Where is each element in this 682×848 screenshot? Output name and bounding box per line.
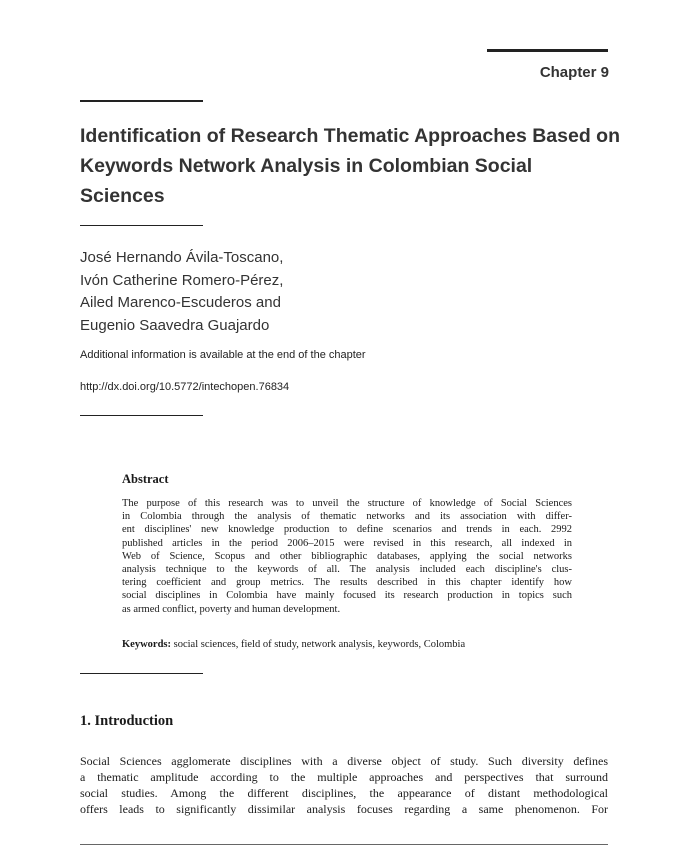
body-line: social studies. Among the different disciplines, the appearance of distant methodological xyxy=(80,786,608,800)
abstract-line: in Colombia through the analysis of thematic networks and its association with differ- xyxy=(122,511,572,523)
abstract-body xyxy=(122,497,572,616)
body-line: a thematic amplitude according to the multiple approaches and perspectives that surround xyxy=(80,770,608,784)
page-footer-rule xyxy=(80,844,608,845)
author-name: José Hernando Ávila-Toscano, xyxy=(80,249,284,266)
chapter-label: Chapter 9 xyxy=(539,64,609,81)
keywords-list: social sciences, field of study, network analysis, keywords, Colombia xyxy=(173,639,466,650)
abstract-heading: Abstract xyxy=(122,472,169,486)
abstract-line: The purpose of this research was to unveil the structure of knowledge of Social Sciences xyxy=(122,498,572,509)
section-heading-introduction: 1. Introduction xyxy=(80,713,174,729)
author-name: Eugenio Saavedra Guajardo xyxy=(80,316,270,334)
chapter-title: Identification of Research Thematic Approaches Based on Keywords Network Analysis in Colombian Social Sciences xyxy=(80,125,620,207)
author-list xyxy=(80,247,283,337)
body-line: offers leads to significantly dissimilar analysis focuses regarding a same phenomenon. For xyxy=(80,802,608,816)
abstract-line: ent disciplines' new knowledge production to define scenarios and trends in each. 2992 xyxy=(122,524,572,536)
author-name: Ivón Catherine Romero-Pérez, xyxy=(80,271,284,289)
title-bottom-rule xyxy=(80,225,203,226)
additional-info-note: Additional information is available at the end of the chapter xyxy=(80,349,366,361)
abstract-line: published articles in the period 2006–2015 were revised in this research, all indexed in xyxy=(122,537,572,549)
abstract-line: tering coefficient and group metrics. The results described in this chapter identify how xyxy=(122,577,572,589)
body-line: Social Sciences agglomerate disciplines with a diverse object of study. Such diversity defines xyxy=(80,754,608,768)
introduction-body xyxy=(80,753,608,817)
doi-link[interactable]: http://dx.doi.org/10.5772/intechopen.76834 xyxy=(80,381,290,393)
author-name: Ailed Marenco-Escuderos and xyxy=(80,294,281,311)
title-top-rule xyxy=(80,100,203,102)
keywords-line xyxy=(122,639,465,650)
doi-bottom-rule xyxy=(80,415,203,416)
abstract-bottom-rule xyxy=(80,673,203,674)
abstract-line: as armed conflict, poverty and human development. xyxy=(122,603,341,615)
keywords-label: Keywords: xyxy=(122,639,171,650)
abstract-line: social disciplines in Colombia have mainly focused its research production in topics such xyxy=(122,590,572,602)
abstract-line: Web of Science, Scopus and other bibliographic databases, applying the social networks xyxy=(122,550,572,562)
chapter-rule xyxy=(487,49,608,52)
abstract-line: analysis technique to the keywords of all. The analysis included each discipline's clus- xyxy=(122,564,572,576)
